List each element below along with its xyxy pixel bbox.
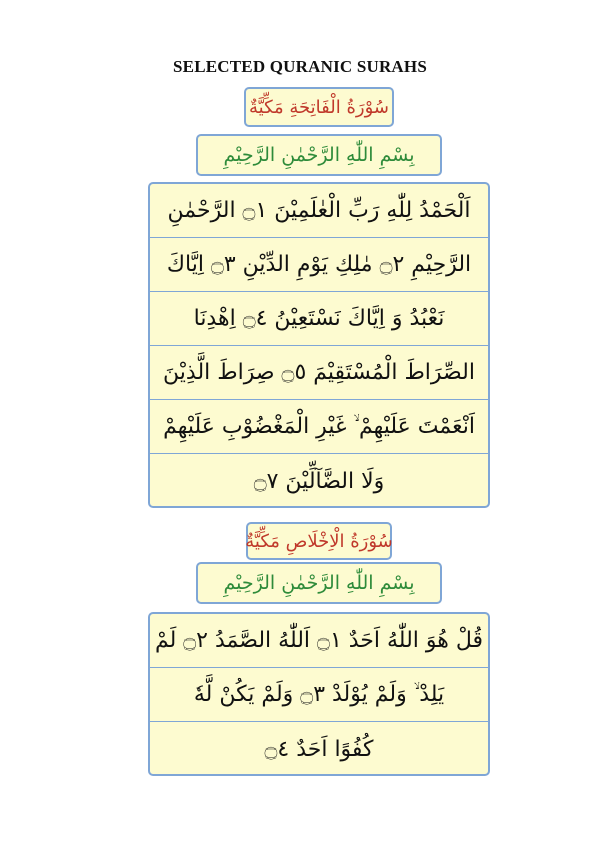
verse-line: اَلْحَمْدُ لِلّٰهِ رَبِّ الْعٰلَمِيْنَ ۝١ الرَّحْمٰنِ bbox=[150, 184, 488, 238]
verse-line: قُلْ هُوَ اللّٰهُ اَحَدٌ ۝١ اَللّٰهُ الصَّمَدُ ۝٢ لَمْ bbox=[150, 614, 488, 668]
surah-ikhlas-bismillah: بِسْمِ اللّٰهِ الرَّحْمٰنِ الرَّحِيْمِ bbox=[196, 562, 442, 604]
surah-ikhlas-verses bbox=[148, 612, 490, 776]
surah-fatiha-bismillah: بِسْمِ اللّٰهِ الرَّحْمٰنِ الرَّحِيْمِ bbox=[196, 134, 442, 176]
verse-line: الصِّرَاطَ الْمُسْتَقِيْمَ ۝٥ صِرَاطَ الَّذِيْنَ bbox=[150, 346, 488, 400]
surah-fatiha-verses bbox=[148, 182, 490, 508]
surah-ikhlas-title: سُوْرَةُ الْاِخْلَاصِ مَكِّيَّةٌ bbox=[246, 522, 392, 560]
verse-line: نَعْبُدُ وَ اِيَّاكَ نَسْتَعِيْنُ ۝٤ اِهْدِنَا bbox=[150, 292, 488, 346]
verse-line: اَنْعَمْتَ عَلَيْهِمْ ۙ غَيْرِ الْمَغْضُوْبِ عَلَيْهِمْ bbox=[150, 400, 488, 454]
surah-fatiha-title: سُوْرَةُ الْفَاتِحَةِ مَكِّيَّةٌ bbox=[244, 87, 394, 127]
page-title: SELECTED QURANIC SURAHS bbox=[173, 57, 427, 76]
verse-line: الرَّحِيْمِ ۝٢ مٰلِكِ يَوْمِ الدِّيْنِ ۝٣ اِيَّاكَ bbox=[150, 238, 488, 292]
verse-line: وَلَا الضَّآلِّيْنَ ۝٧ bbox=[253, 468, 385, 494]
verse-line: كُفُوًا اَحَدٌ ۝٤ bbox=[264, 736, 374, 762]
verse-line: يَلِدْ ۙ وَلَمْ يُوْلَدْ ۝٣ وَلَمْ يَكُنْ لَّهٗ bbox=[150, 668, 488, 722]
